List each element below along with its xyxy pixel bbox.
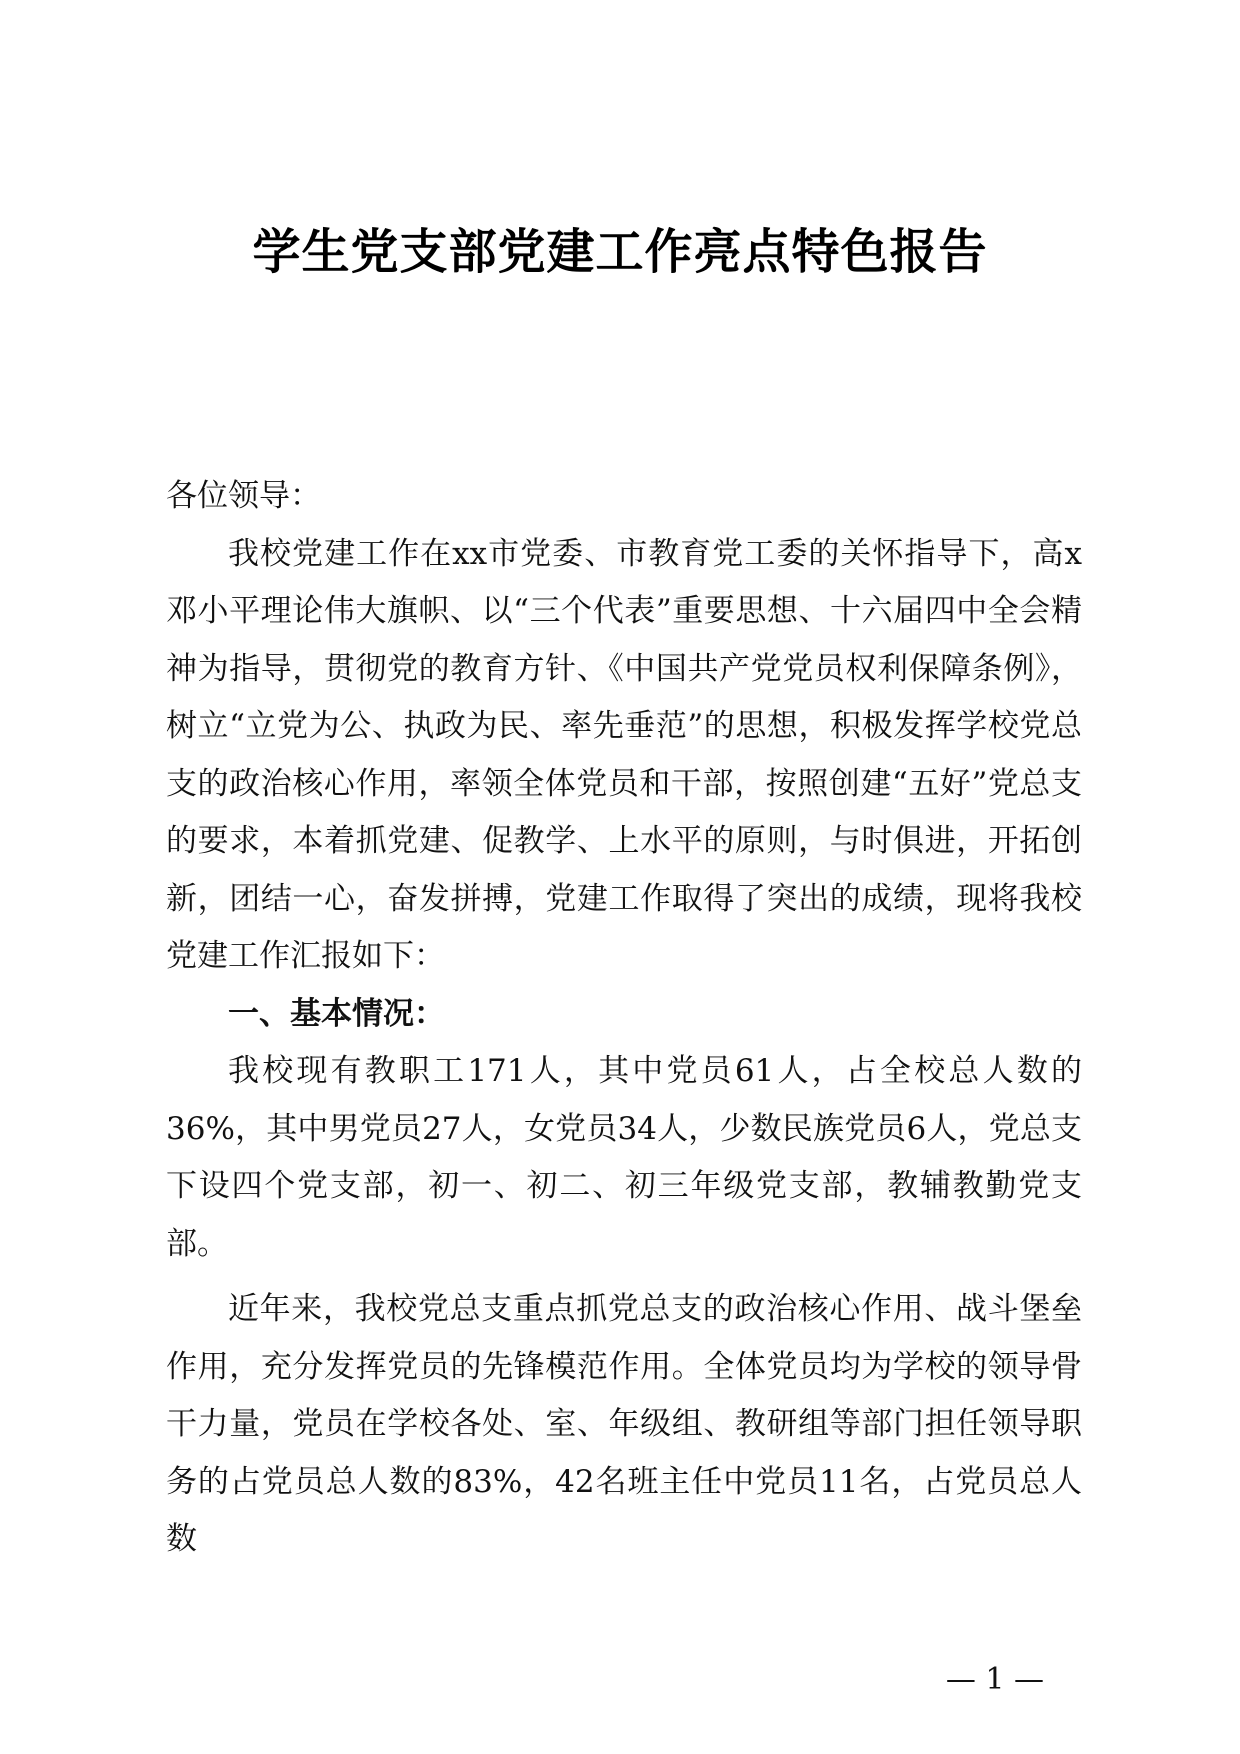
salutation: 各位领导：: [166, 478, 321, 514]
paragraph-recent-years: 近年来，我校党总支重点抓党总支的政治核心作用、战斗堡垒作用，充分发挥党员的先锋模范作用。全体党员均为学校的领导骨干力量，党员在学校各处、室、年级组、教研组等部门担任领导职务的占党员总人数的83%，42名班主任中党员11名，占党员总人数: [166, 1291, 1082, 1557]
paragraph-staff-statistics: 我校现有教职工171人，其中党员61人，占全校总人数的36%，其中男党员27人，女党员34人，少数民族党员6人，党总支下设四个党支部，初一、初二、初三年级党支部，教辅教勤党支部。: [166, 1053, 1082, 1262]
document-title: 学生党支部党建工作亮点特色报告: [252, 224, 988, 280]
document-body: [166, 468, 1082, 1569]
section-heading-basic-situation: 一、基本情况：: [228, 995, 445, 1032]
page-number: — 1 —: [945, 1662, 1044, 1697]
paragraph-intro: 我校党建工作在xx市党委、市教育党工委的关怀指导下，高x邓小平理论伟大旗帜、以“三个代表”重要思想、十六届四中全会精神为指导，贯彻党的教育方针、《中国共产党党员权利保障条例》，树立“立党为公、执政为民、率先垂范”的思想，积极发挥学校党总支的政治核心作用，率领全体党员和干部，按照创建“五好”党总支的要求，本着抓党建、促教学、上水平的原则，与时俱进，开拓创新，团结一心，奋发拼搏，党建工作取得了突出的成绩，现将我校党建工作汇报如下：: [166, 535, 1082, 974]
